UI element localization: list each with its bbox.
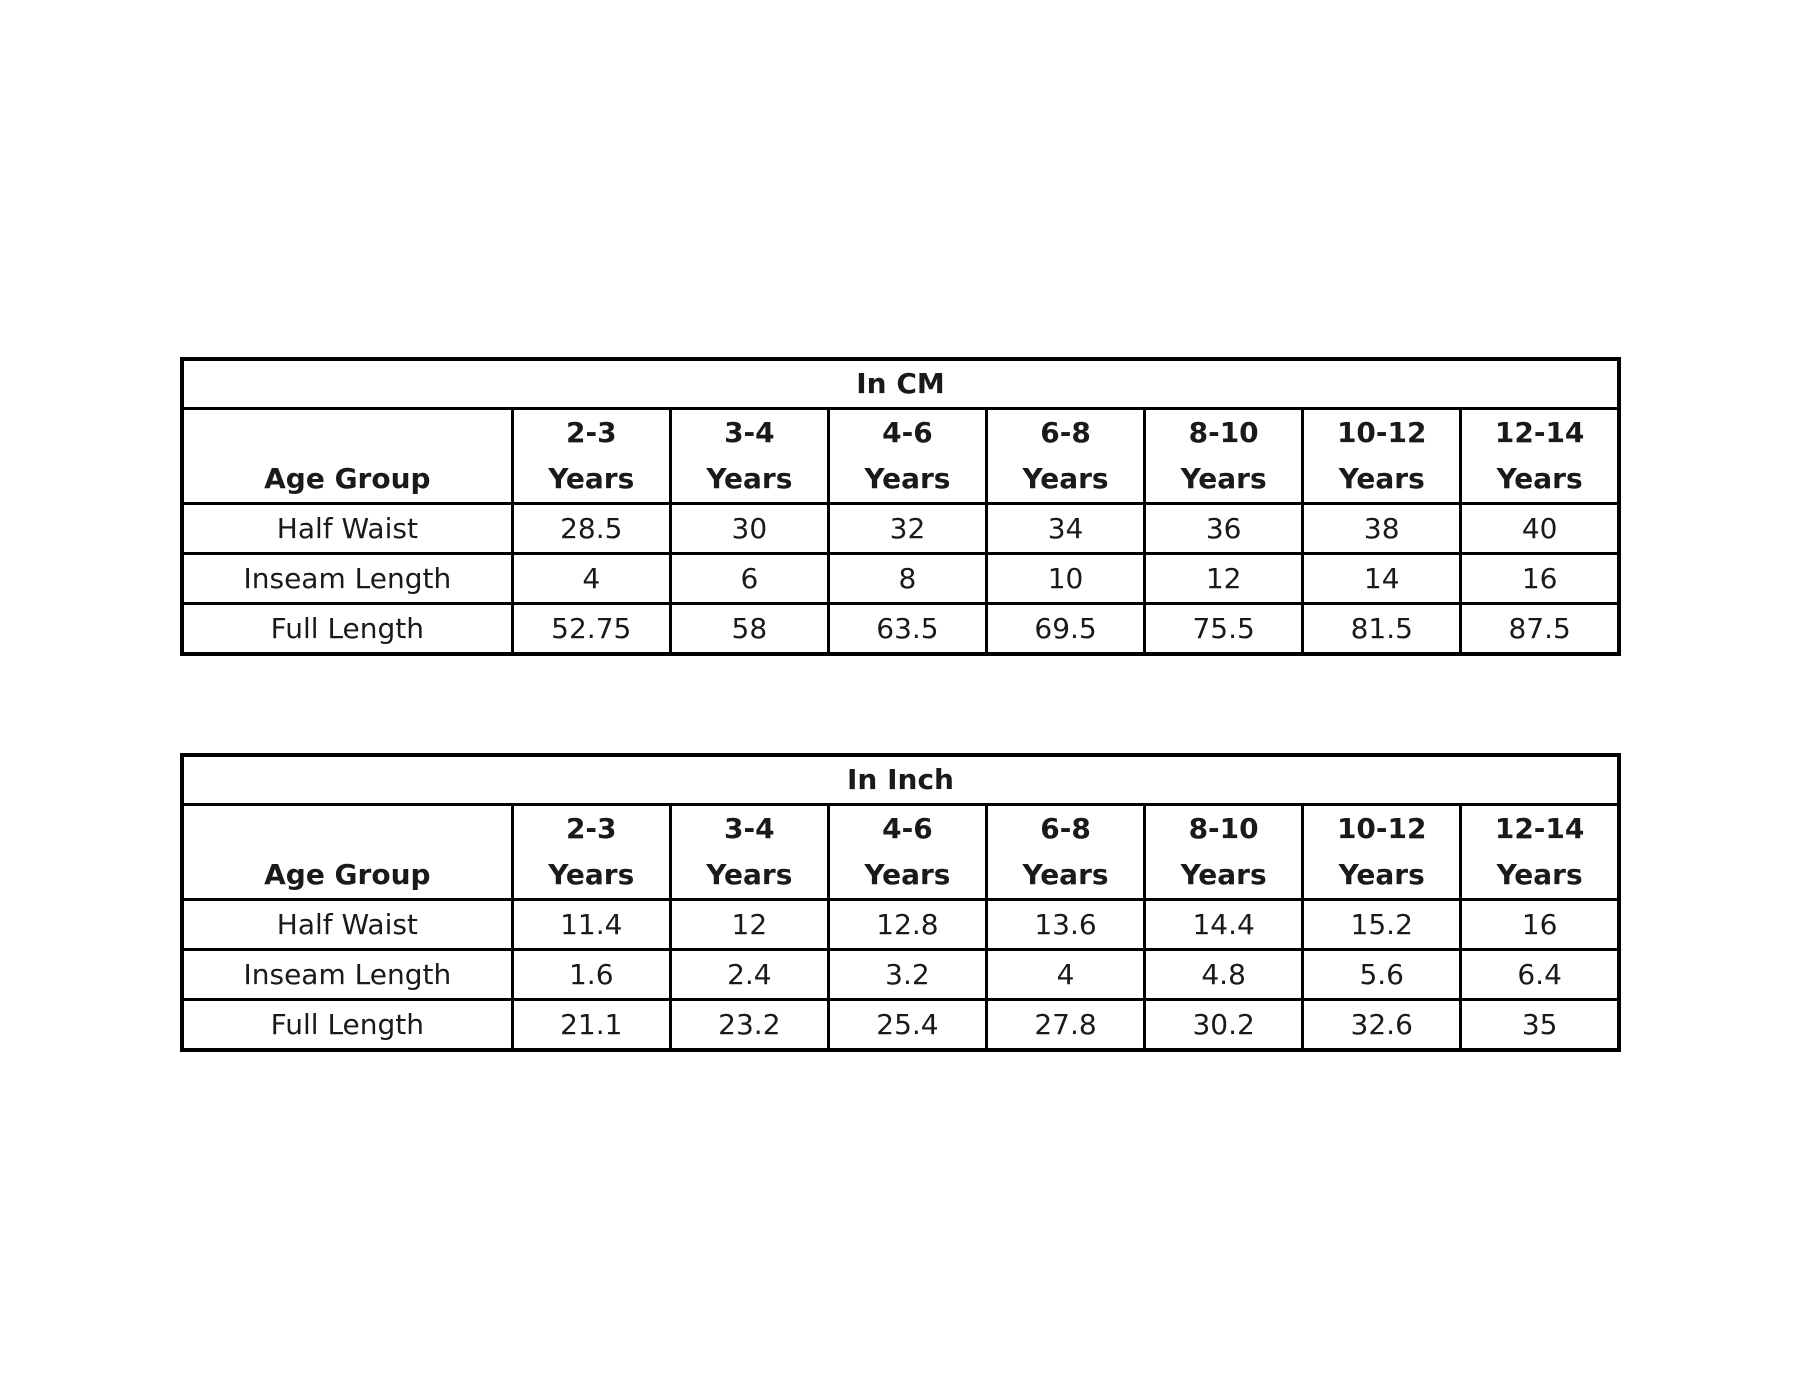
table-row	[182, 900, 1619, 950]
table-row	[182, 1000, 1619, 1051]
age-range: 12-14	[1494, 812, 1585, 845]
table-cell: 28.5	[512, 504, 670, 554]
age-unit: Years	[1180, 858, 1267, 891]
table-cell: 63.5	[828, 604, 986, 655]
age-unit: Years	[1022, 462, 1109, 495]
table-cell: 12	[1145, 554, 1303, 604]
age-range: 2-3	[565, 416, 617, 449]
table-cell: 30	[670, 504, 828, 554]
table-cell: 4	[986, 950, 1144, 1000]
table-cell: 12.8	[828, 900, 986, 950]
table-cell: 75.5	[1145, 604, 1303, 655]
age-unit: Years	[1180, 462, 1267, 495]
table-cell: 14.4	[1145, 900, 1303, 950]
age-range: 3-4	[724, 416, 775, 449]
age-unit: Years	[864, 858, 951, 891]
row-label: Half Waist	[182, 504, 512, 554]
table-cell: 40	[1461, 504, 1619, 554]
column-header	[828, 409, 986, 504]
table-cell: 8	[828, 554, 986, 604]
table-title: In CM	[182, 359, 1619, 409]
table-cell: 4	[512, 554, 670, 604]
column-header	[1461, 409, 1619, 504]
age-range: 2-3	[565, 812, 617, 845]
column-header	[1303, 409, 1461, 504]
table-cell: 5.6	[1303, 950, 1461, 1000]
size-table-cm	[180, 357, 1621, 656]
table-cell: 10	[987, 554, 1145, 604]
table-cell: 58	[670, 604, 828, 655]
table-cell: 13.6	[986, 900, 1144, 950]
column-header	[1303, 805, 1461, 900]
table-cell: 11.4	[512, 900, 670, 950]
column-header	[828, 805, 986, 900]
table-title-row	[182, 359, 1619, 409]
row-label: Inseam Length	[182, 950, 512, 1000]
table-cell: 34	[987, 504, 1145, 554]
header-row	[182, 805, 1619, 900]
age-unit: Years	[706, 858, 793, 891]
size-table-inch	[180, 753, 1621, 1052]
age-range: 6-8	[1040, 812, 1091, 845]
age-group-header: Age Group	[182, 409, 512, 504]
age-unit: Years	[1338, 462, 1425, 495]
column-header	[986, 805, 1144, 900]
table-row	[182, 604, 1619, 655]
age-unit: Years	[1338, 858, 1425, 891]
table-cell: 16	[1461, 554, 1619, 604]
row-label: Full Length	[182, 604, 512, 655]
column-header	[670, 409, 828, 504]
table-cell: 81.5	[1303, 604, 1461, 655]
table-cell: 32.6	[1303, 1000, 1461, 1051]
table-cell: 52.75	[512, 604, 670, 655]
table-cell: 30.2	[1145, 1000, 1303, 1051]
column-header	[670, 805, 828, 900]
table-cell: 2.4	[670, 950, 828, 1000]
row-label: Inseam Length	[182, 554, 512, 604]
table-cell: 3.2	[828, 950, 986, 1000]
table-title: In Inch	[182, 755, 1619, 805]
age-unit: Years	[1496, 858, 1583, 891]
table-cell: 4.8	[1145, 950, 1303, 1000]
table-cell: 15.2	[1303, 900, 1461, 950]
age-range: 4-6	[882, 416, 933, 449]
age-unit: Years	[864, 462, 951, 495]
table-cell: 87.5	[1461, 604, 1619, 655]
row-label: Half Waist	[182, 900, 512, 950]
column-header	[512, 805, 670, 900]
age-unit: Years	[706, 462, 793, 495]
table-cell: 12	[670, 900, 828, 950]
table-row	[182, 554, 1619, 604]
column-header	[987, 409, 1145, 504]
table-title-row	[182, 755, 1619, 805]
table-cell: 23.2	[670, 1000, 828, 1051]
column-header	[1145, 409, 1303, 504]
table-cell: 27.8	[986, 1000, 1144, 1051]
table-cell: 6	[670, 554, 828, 604]
column-header	[512, 409, 670, 504]
table-row	[182, 950, 1619, 1000]
column-header	[1461, 805, 1619, 900]
table-cell: 69.5	[987, 604, 1145, 655]
age-range: 3-4	[724, 812, 775, 845]
table-row	[182, 504, 1619, 554]
table-cell: 1.6	[512, 950, 670, 1000]
table-cell: 21.1	[512, 1000, 670, 1051]
age-range: 4-6	[882, 812, 933, 845]
age-range: 8-10	[1188, 416, 1259, 449]
age-unit: Years	[548, 858, 635, 891]
table-cell: 25.4	[828, 1000, 986, 1051]
table-cell: 14	[1303, 554, 1461, 604]
table-cell: 38	[1303, 504, 1461, 554]
column-header	[1145, 805, 1303, 900]
age-unit: Years	[1496, 462, 1583, 495]
age-unit: Years	[1022, 858, 1109, 891]
age-unit: Years	[548, 462, 635, 495]
table-cell: 32	[828, 504, 986, 554]
table-cell: 16	[1461, 900, 1619, 950]
age-group-header: Age Group	[182, 805, 512, 900]
age-range: 10-12	[1336, 812, 1427, 845]
table-cell: 35	[1461, 1000, 1619, 1051]
table-cell: 36	[1145, 504, 1303, 554]
row-label: Full Length	[182, 1000, 512, 1051]
header-row	[182, 409, 1619, 504]
age-range: 8-10	[1188, 812, 1259, 845]
table-cell: 6.4	[1461, 950, 1619, 1000]
age-range: 6-8	[1040, 416, 1091, 449]
age-range: 10-12	[1336, 416, 1427, 449]
age-range: 12-14	[1494, 416, 1585, 449]
